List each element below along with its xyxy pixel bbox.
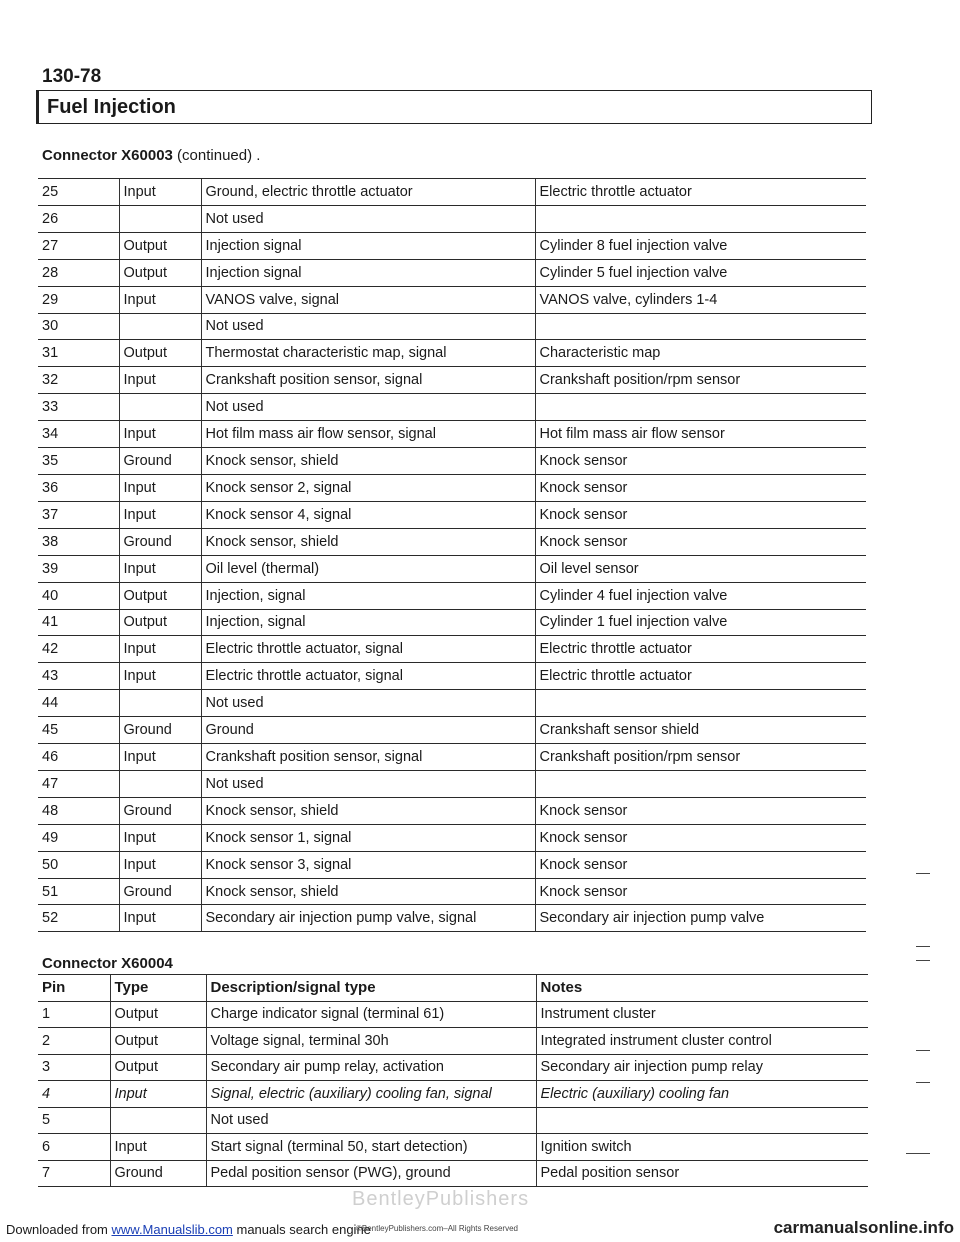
header-notes: Notes [536, 975, 868, 1002]
notes-cell: Electric throttle actuator [535, 663, 866, 690]
footer-prefix: Downloaded from [6, 1222, 112, 1237]
type-cell: Ground [119, 797, 201, 824]
notes-cell: Knock sensor [535, 528, 866, 555]
pin-cell: 42 [38, 636, 119, 663]
notes-cell: Oil level sensor [535, 555, 866, 582]
type-cell: Output [119, 609, 201, 636]
header-description: Description/signal type [206, 975, 536, 1002]
table-row [38, 824, 866, 851]
type-cell: Ground [119, 528, 201, 555]
pin-cell: 29 [38, 286, 119, 313]
table-row [38, 421, 866, 448]
caption-continued: (continued) . [172, 147, 261, 164]
pin-cell: 43 [38, 663, 119, 690]
description-cell: Knock sensor, shield [201, 448, 535, 475]
notes-cell: Hot film mass air flow sensor [535, 421, 866, 448]
publisher-watermark: BentleyPublishers [352, 1188, 530, 1210]
type-cell: Input [110, 1134, 206, 1161]
pin-cell: 4 [38, 1081, 110, 1108]
notes-cell: Pedal position sensor [536, 1160, 868, 1187]
notes-cell [535, 770, 866, 797]
type-cell: Output [119, 232, 201, 259]
type-cell [119, 394, 201, 421]
type-cell: Output [119, 340, 201, 367]
type-cell: Input [119, 501, 201, 528]
description-cell: Pedal position sensor (PWG), ground [206, 1160, 536, 1187]
table-row [38, 1054, 868, 1081]
table-row [38, 609, 866, 636]
notes-cell [535, 690, 866, 717]
table-row [38, 797, 866, 824]
connector-x60003-table [38, 178, 866, 932]
notes-cell: Cylinder 4 fuel injection valve [535, 582, 866, 609]
description-cell: Injection, signal [201, 582, 535, 609]
table-row [38, 1081, 868, 1108]
type-cell: Input [119, 905, 201, 932]
pin-cell: 30 [38, 313, 119, 340]
type-cell: Input [119, 421, 201, 448]
caption-connector-name: Connector X60003 [42, 147, 173, 164]
notes-cell: Crankshaft sensor shield [535, 717, 866, 744]
type-cell: Input [110, 1081, 206, 1108]
notes-cell: Electric throttle actuator [535, 636, 866, 663]
description-cell: Crankshaft position sensor, signal [201, 367, 535, 394]
description-cell: Knock sensor 4, signal [201, 501, 535, 528]
margin-mark [916, 946, 930, 947]
connector-x60003-caption [42, 147, 260, 164]
description-cell: Knock sensor, shield [201, 528, 535, 555]
pin-cell: 34 [38, 421, 119, 448]
pin-cell: 28 [38, 259, 119, 286]
description-cell: Signal, electric (auxiliary) cooling fan, signal [206, 1081, 536, 1108]
pin-cell: 7 [38, 1160, 110, 1187]
pin-cell: 40 [38, 582, 119, 609]
description-cell: Charge indicator signal (terminal 61) [206, 1001, 536, 1028]
description-cell: VANOS valve, signal [201, 286, 535, 313]
type-cell: Input [119, 555, 201, 582]
type-cell [119, 690, 201, 717]
table-row [38, 313, 866, 340]
pin-cell: 6 [38, 1134, 110, 1161]
description-cell: Injection, signal [201, 609, 535, 636]
type-cell: Ground [119, 878, 201, 905]
pin-cell: 39 [38, 555, 119, 582]
pin-cell: 2 [38, 1028, 110, 1055]
type-cell: Ground [119, 717, 201, 744]
description-cell: Knock sensor 1, signal [201, 824, 535, 851]
notes-cell: Crankshaft position/rpm sensor [535, 744, 866, 771]
description-cell: Not used [206, 1107, 536, 1134]
pin-cell: 3 [38, 1054, 110, 1081]
pin-cell: 27 [38, 232, 119, 259]
table-header-row [38, 975, 868, 1002]
notes-cell: Ignition switch [536, 1134, 868, 1161]
table-row [38, 259, 866, 286]
pin-cell: 5 [38, 1107, 110, 1134]
type-cell: Output [110, 1001, 206, 1028]
table-row [38, 205, 866, 232]
type-cell: Ground [110, 1160, 206, 1187]
margin-mark [916, 1050, 930, 1051]
margin-mark [916, 1082, 930, 1083]
description-cell: Electric throttle actuator, signal [201, 636, 535, 663]
pin-cell: 51 [38, 878, 119, 905]
margin-mark [916, 960, 930, 961]
notes-cell [535, 205, 866, 232]
pin-cell: 31 [38, 340, 119, 367]
margin-mark [916, 873, 930, 874]
manualslib-link[interactable]: www.Manualslib.com [111, 1222, 233, 1237]
notes-cell: Knock sensor [535, 448, 866, 475]
notes-cell: Cylinder 8 fuel injection valve [535, 232, 866, 259]
notes-cell: Characteristic map [535, 340, 866, 367]
table-row [38, 744, 866, 771]
type-cell: Output [110, 1054, 206, 1081]
type-cell [119, 770, 201, 797]
description-cell: Secondary air pump relay, activation [206, 1054, 536, 1081]
table-row [38, 851, 866, 878]
description-cell: Start signal (terminal 50, start detection) [206, 1134, 536, 1161]
pin-cell: 1 [38, 1001, 110, 1028]
description-cell: Ground [201, 717, 535, 744]
section-header [36, 90, 872, 124]
type-cell [119, 313, 201, 340]
notes-cell: Integrated instrument cluster control [536, 1028, 868, 1055]
notes-cell: Knock sensor [535, 501, 866, 528]
description-cell: Crankshaft position sensor, signal [201, 744, 535, 771]
notes-cell: Instrument cluster [536, 1001, 868, 1028]
type-cell [119, 205, 201, 232]
type-cell: Input [119, 744, 201, 771]
header-type: Type [110, 975, 206, 1002]
type-cell: Input [119, 286, 201, 313]
connector-x60004-table [38, 974, 868, 1187]
type-cell [110, 1107, 206, 1134]
download-footer [6, 1222, 371, 1237]
description-cell: Not used [201, 394, 535, 421]
description-cell: Secondary air injection pump valve, signal [201, 905, 535, 932]
pin-cell: 46 [38, 744, 119, 771]
table-row [38, 286, 866, 313]
pin-cell: 52 [38, 905, 119, 932]
table-row [38, 528, 866, 555]
notes-cell [536, 1107, 868, 1134]
table-row [38, 1001, 868, 1028]
type-cell: Input [119, 367, 201, 394]
table-row [38, 394, 866, 421]
notes-cell: Electric (auxiliary) cooling fan [536, 1081, 868, 1108]
notes-cell: Cylinder 1 fuel injection valve [535, 609, 866, 636]
caption-connector-name: Connector X60004 [42, 955, 173, 972]
header-pin: Pin [38, 975, 110, 1002]
description-cell: Oil level (thermal) [201, 555, 535, 582]
pin-cell: 33 [38, 394, 119, 421]
connector-x60004-caption [42, 955, 173, 972]
pin-cell: 45 [38, 717, 119, 744]
section-title: Fuel Injection [47, 96, 176, 118]
table-row [38, 1134, 868, 1161]
table-row [38, 555, 866, 582]
type-cell: Output [110, 1028, 206, 1055]
table-row [38, 878, 866, 905]
pin-cell: 48 [38, 797, 119, 824]
site-watermark: carmanualsonline.info [773, 1218, 954, 1237]
description-cell: Knock sensor, shield [201, 878, 535, 905]
description-cell: Injection signal [201, 232, 535, 259]
description-cell: Injection signal [201, 259, 535, 286]
pin-cell: 35 [38, 448, 119, 475]
notes-cell: Electric throttle actuator [535, 179, 866, 206]
table-row [38, 770, 866, 797]
description-cell: Not used [201, 205, 535, 232]
type-cell: Input [119, 851, 201, 878]
table-row [38, 232, 866, 259]
notes-cell: Crankshaft position/rpm sensor [535, 367, 866, 394]
type-cell: Input [119, 663, 201, 690]
notes-cell: Knock sensor [535, 824, 866, 851]
table-row [38, 448, 866, 475]
pin-cell: 38 [38, 528, 119, 555]
notes-cell: Secondary air injection pump valve [535, 905, 866, 932]
table-row [38, 501, 866, 528]
table-row [38, 367, 866, 394]
table-row [38, 340, 866, 367]
type-cell: Input [119, 636, 201, 663]
notes-cell: Knock sensor [535, 474, 866, 501]
notes-cell [535, 313, 866, 340]
pin-cell: 25 [38, 179, 119, 206]
table-row [38, 905, 866, 932]
description-cell: Thermostat characteristic map, signal [201, 340, 535, 367]
description-cell: Not used [201, 313, 535, 340]
pin-cell: 36 [38, 474, 119, 501]
notes-cell [535, 394, 866, 421]
table-row [38, 690, 866, 717]
margin-mark [906, 1153, 930, 1154]
table-row [38, 474, 866, 501]
notes-cell: Secondary air injection pump relay [536, 1054, 868, 1081]
pin-cell: 32 [38, 367, 119, 394]
notes-cell: Knock sensor [535, 878, 866, 905]
description-cell: Not used [201, 770, 535, 797]
pin-cell: 44 [38, 690, 119, 717]
pin-cell: 50 [38, 851, 119, 878]
pin-cell: 37 [38, 501, 119, 528]
table-row [38, 179, 866, 206]
type-cell: Input [119, 824, 201, 851]
notes-cell: Cylinder 5 fuel injection valve [535, 259, 866, 286]
description-cell: Ground, electric throttle actuator [201, 179, 535, 206]
copyright-notice: ©BentleyPublishers.com–All Rights Reserved [356, 1224, 518, 1233]
description-cell: Knock sensor 2, signal [201, 474, 535, 501]
description-cell: Not used [201, 690, 535, 717]
type-cell: Input [119, 179, 201, 206]
type-cell: Ground [119, 448, 201, 475]
description-cell: Electric throttle actuator, signal [201, 663, 535, 690]
type-cell: Output [119, 259, 201, 286]
description-cell: Voltage signal, terminal 30h [206, 1028, 536, 1055]
table-row [38, 1028, 868, 1055]
notes-cell: Knock sensor [535, 851, 866, 878]
footer-suffix: manuals search engine [232, 1222, 371, 1237]
pin-cell: 26 [38, 205, 119, 232]
pin-cell: 41 [38, 609, 119, 636]
notes-cell: Knock sensor [535, 797, 866, 824]
table-row [38, 636, 866, 663]
description-cell: Knock sensor, shield [201, 797, 535, 824]
table-row [38, 1107, 868, 1134]
description-cell: Hot film mass air flow sensor, signal [201, 421, 535, 448]
notes-cell: VANOS valve, cylinders 1-4 [535, 286, 866, 313]
pin-cell: 47 [38, 770, 119, 797]
table-row [38, 1160, 868, 1187]
pin-cell: 49 [38, 824, 119, 851]
type-cell: Output [119, 582, 201, 609]
page-number: 130-78 [42, 66, 102, 87]
table-row [38, 582, 866, 609]
table-row [38, 717, 866, 744]
type-cell: Input [119, 474, 201, 501]
description-cell: Knock sensor 3, signal [201, 851, 535, 878]
table-row [38, 663, 866, 690]
